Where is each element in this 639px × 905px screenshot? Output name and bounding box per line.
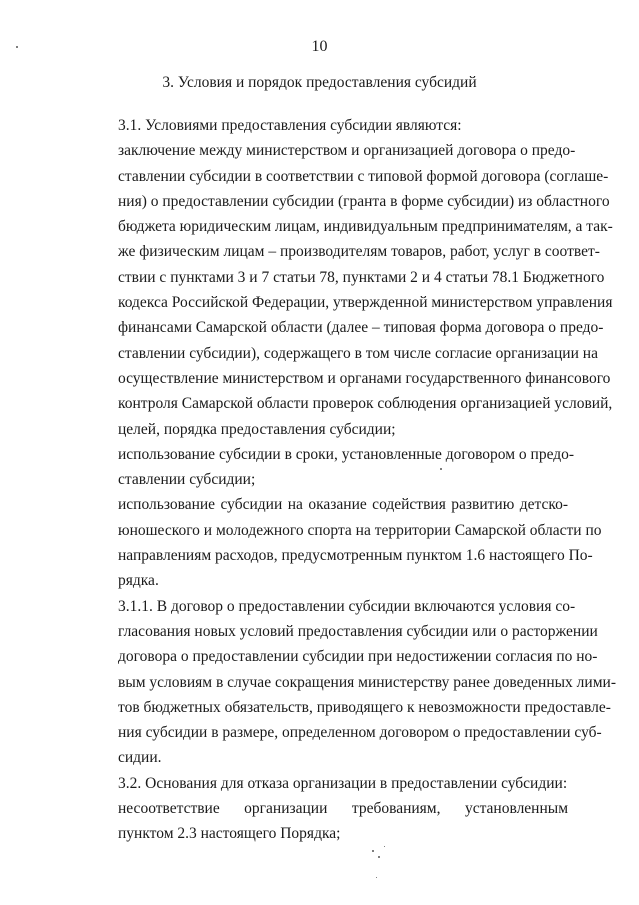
text-line: рядка. [118,572,159,590]
text-line: юношеского и молодежного спорта на территории Самарской области по [118,521,602,539]
paragraph-purpose-condition [72,492,602,593]
scan-speck [384,846,385,847]
text-line: несоответствие организации требованиям, установленным [118,800,568,818]
text-line: направлениям расходов, предусмотренным пунктом 1.6 настоящего По- [118,547,593,565]
paragraph-timing-condition [72,442,575,493]
text-line: договора о предоставлении субсидии при недостижении согласия по но- [118,648,598,666]
text-line: заключение между министерством и организацией договора о предо- [118,142,576,160]
text-line: осуществление министерством и органами государственного финансового [118,369,611,387]
text-line: ставлении субсидии в соответствии с типовой формой договора (соглаше- [118,167,609,185]
text-line: контроля Самарской области проверок соблюдения организацией условий, [118,395,613,413]
text-line: ния субсидии в размере, определенном договором о предоставлении суб- [118,724,602,742]
scan-speck [372,850,374,852]
paragraph-agreement-condition [72,138,613,442]
text-line: вым условиям в случае сокращения министерству ранее доведенных лими- [118,673,616,691]
text-line: использование субсидии на оказание содействия развитию детско- [118,496,568,514]
body-text [72,113,616,847]
text-line: целей, порядка предоставления субсидии; [118,420,396,438]
page-number: 10 [311,38,328,55]
text-line: 3.1.1. В договор о предоставлении субсидии включаются условия со- [118,597,576,615]
paragraph-nonconformity [72,796,568,847]
text-line: ставлении субсидии; [118,471,256,489]
text-line: сидии. [118,749,162,767]
text-line: 3.2. Основания для отказа организации в предоставлении субсидии: [118,774,568,792]
text-line: бюджета юридическим лицам, индивидуальным предпринимателям, а так- [118,218,613,236]
paragraph-3-1 [72,113,568,138]
scan-speck [16,46,18,48]
text-line: тов бюджетных обязательств, приводящего к невозможности предоставле- [118,698,611,716]
text-line: использование субсидии в сроки, установленные договором о предо- [118,445,575,463]
paragraph-3-1-1 [72,594,616,771]
scan-speck [378,856,380,858]
text-line: ставлении субсидии), содержащего в том числе согласие организации на [118,344,598,362]
section-heading: 3. Условия и порядок предоставления субсидий [162,74,477,91]
text-line: же физическим лицам – производителям товаров, работ, услуг в соответ- [118,243,600,261]
paragraph-3-2 [72,771,568,796]
text-line: 3.1. Условиями предоставления субсидии являются: [118,117,462,134]
text-line: кодекса Российской Федерации, утвержденной министерством управления [118,294,613,312]
text-line: ния) о предоставлении субсидии (гранта в форме субсидии) из областного [118,192,610,210]
scan-speck [440,468,442,470]
text-line: финансами Самарской области (далее – типовая форма договора о предо- [118,319,604,337]
text-line: ствии с пунктами 3 и 7 статьи 78, пунктами 2 и 4 статьи 78.1 Бюджетного [118,268,605,286]
text-line: пунктом 2.3 настоящего Порядка; [118,825,341,843]
text-line: гласования новых условий предоставления субсидии или о расторжении [118,622,598,640]
scan-speck [376,877,377,878]
